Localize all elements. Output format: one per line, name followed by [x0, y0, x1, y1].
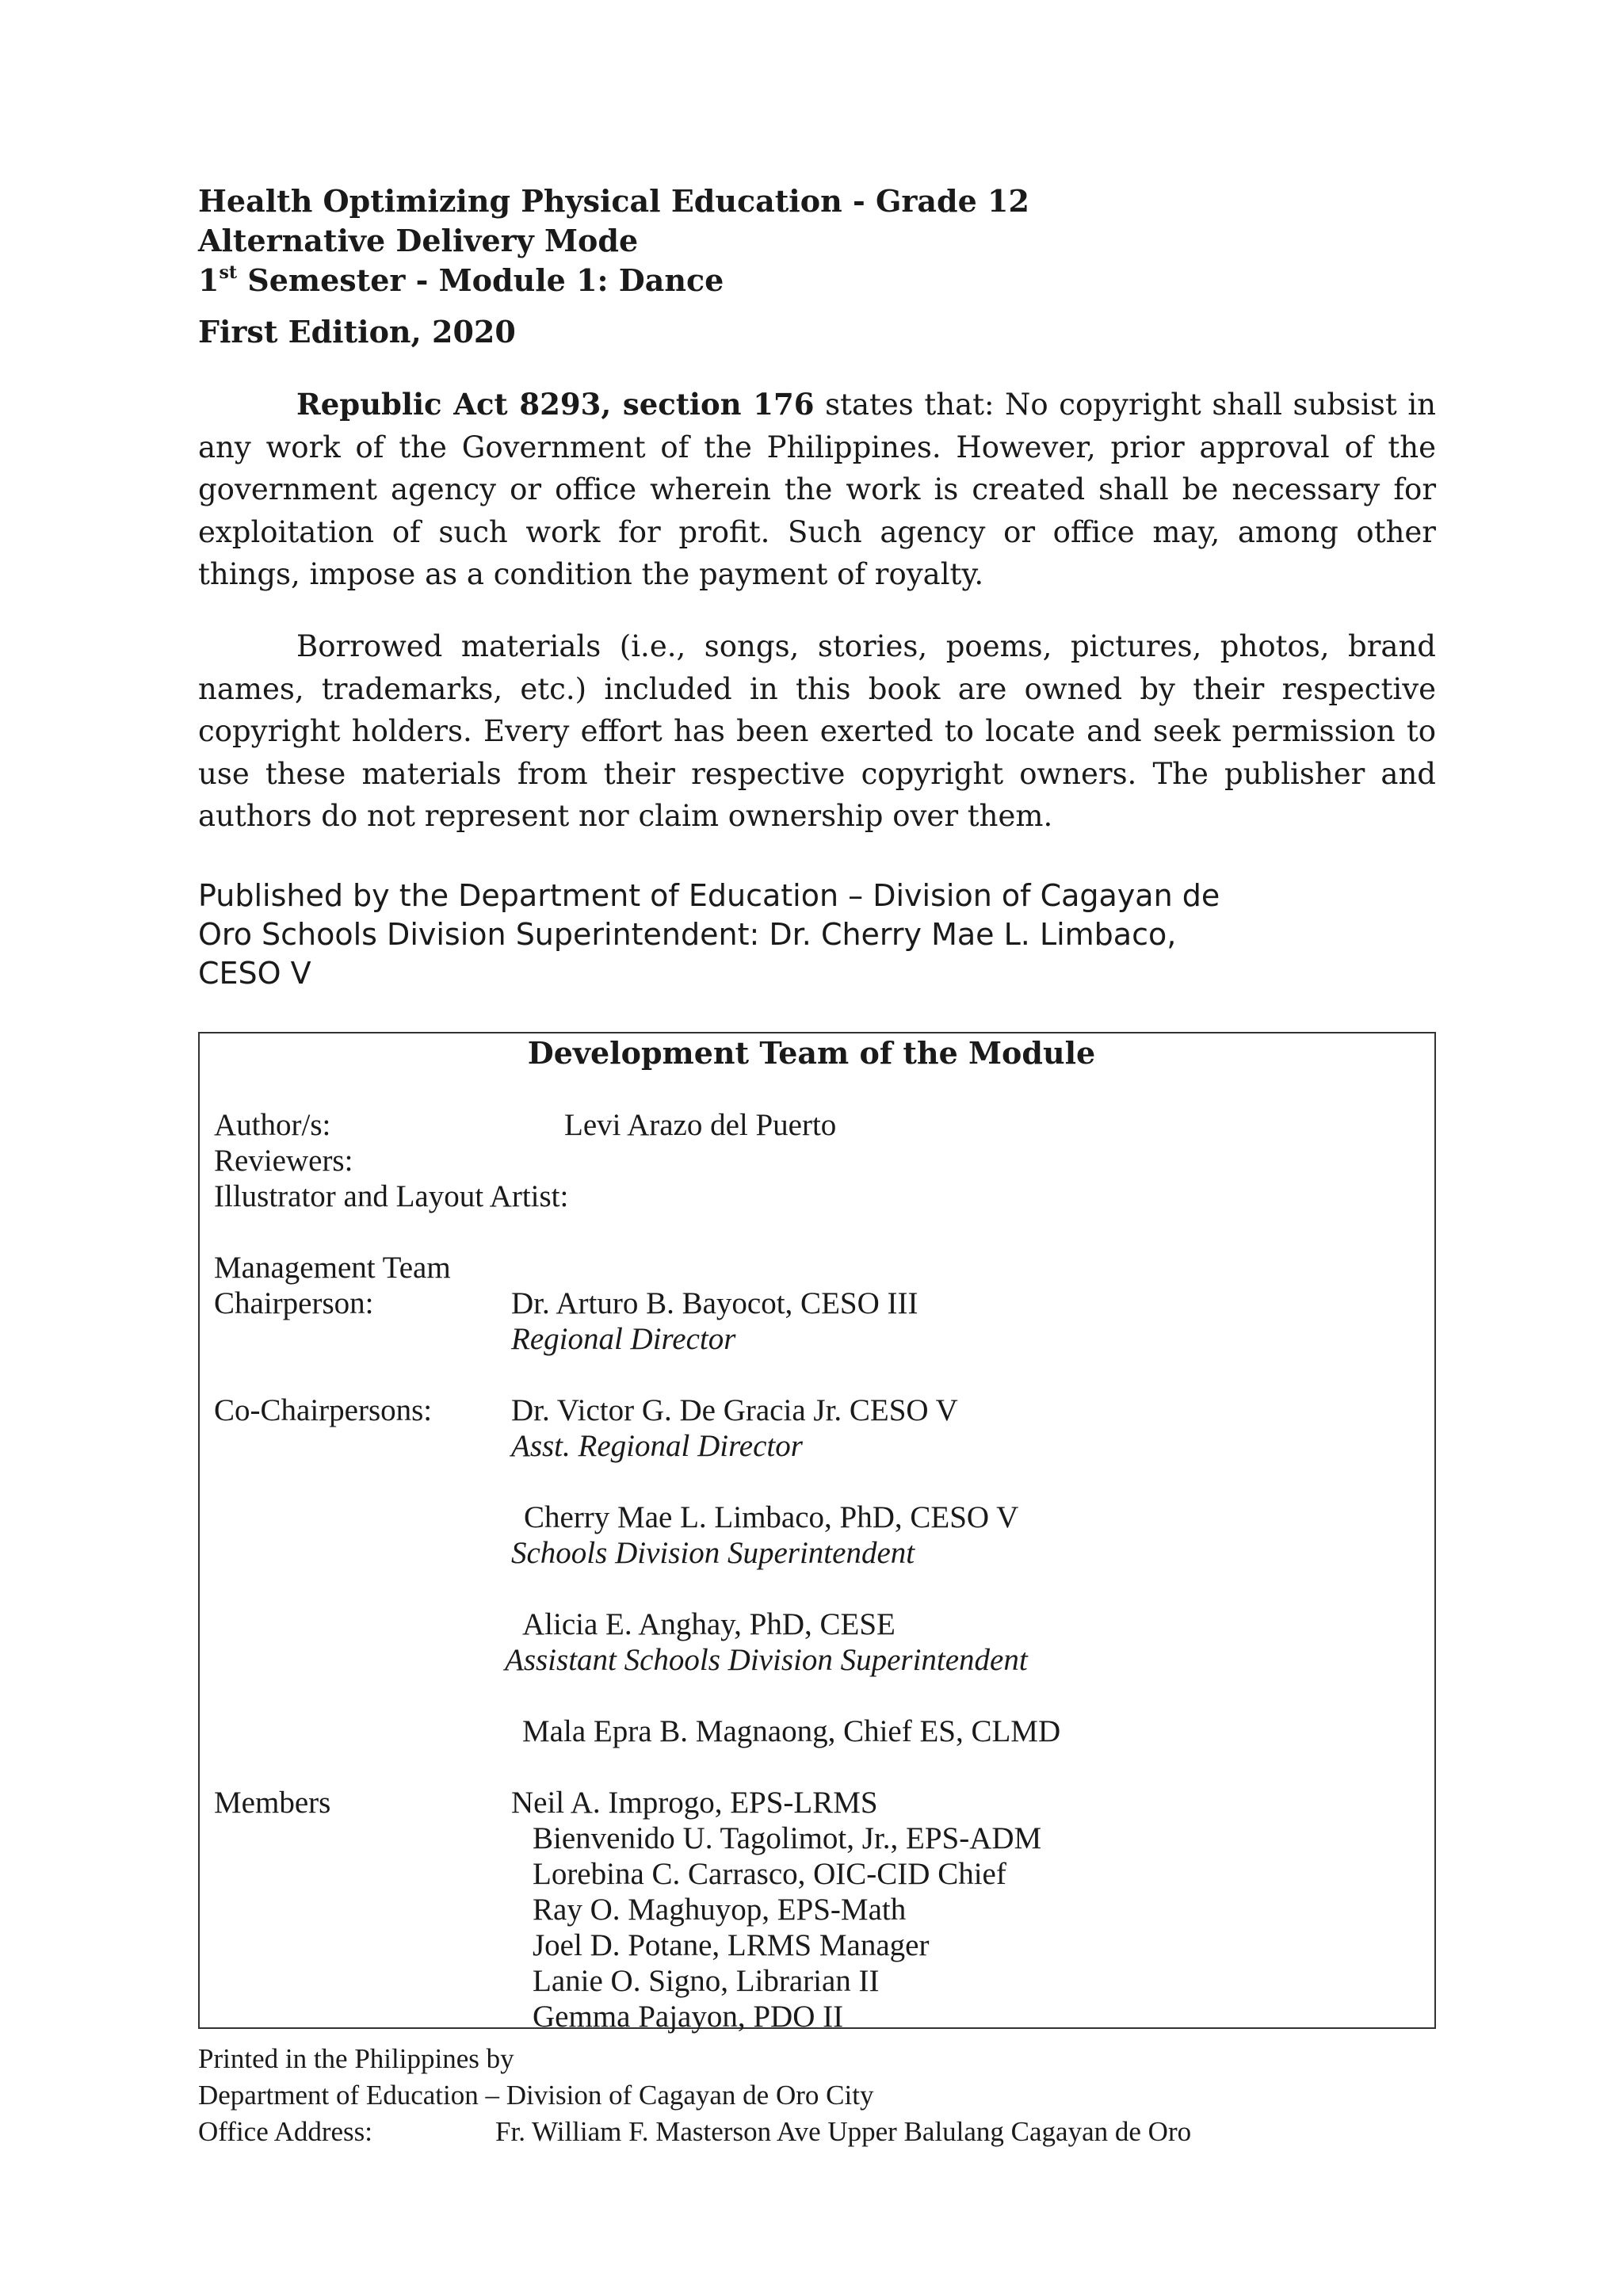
- office-address-label: Office Address:: [198, 2116, 372, 2147]
- chairperson-name: Dr. Arturo B. Bayocot, CESO III: [511, 1286, 918, 1320]
- published-by-line2: Oro Schools Division Superintendent: Dr. Cherry Mae L. Limbaco,: [198, 917, 1177, 952]
- copyright-notice: [198, 384, 1436, 596]
- chairperson-title: Regional Director: [511, 1322, 736, 1356]
- co-chair-name: Mala Epra B. Magnaong, Chief ES, CLMD: [522, 1714, 1061, 1748]
- printing-department: Department of Education – Division of Cagayan de Oro City: [198, 2080, 874, 2111]
- co-chair-title: Schools Division Superintendent: [511, 1536, 915, 1570]
- published-by-line1: Published by the Department of Education – Division of Cagayan de: [198, 878, 1220, 913]
- member-name: Bienvenido U. Tagolimot, Jr., EPS-ADM: [533, 1821, 1042, 1855]
- borrowed-materials-notice: Borrowed materials (i.e., songs, stories, poems, pictures, photos, brand names, trademarks, etc.) included in this book are owned by their respective copyright holders. Every effort has been exerted to locate and seek permission to use these materials from their respective copyright owners. The publisher and authors do not represent nor claim ownership over them.: [198, 629, 1436, 833]
- republic-act-reference: Republic Act 8293, section 176: [296, 387, 815, 422]
- member-name: Lorebina C. Carrasco, OIC-CID Chief: [533, 1857, 1006, 1891]
- illustrator-label: Illustrator and Layout Artist:: [214, 1179, 569, 1213]
- module-title: Health Optimizing Physical Education - Grade 12: [198, 183, 1029, 219]
- chairperson-label: Chairperson:: [214, 1286, 374, 1320]
- author-name: Levi Arazo del Puerto: [564, 1108, 837, 1142]
- module-name: Semester - Module 1: Dance: [237, 262, 724, 298]
- semester-number: 1: [198, 262, 220, 298]
- co-chair-name: Cherry Mae L. Limbaco, PhD, CESO V: [524, 1500, 1019, 1534]
- member-name: Gemma Pajayon, PDO II: [533, 2000, 844, 2034]
- co-chair-name: Alicia E. Anghay, PhD, CESE: [522, 1607, 896, 1641]
- member-name: Ray O. Maghuyop, EPS-Math: [533, 1893, 907, 1927]
- management-team-label: Management Team: [214, 1251, 451, 1285]
- co-chair-title: Assistant Schools Division Superintendent: [505, 1643, 1028, 1677]
- co-chairpersons-label: Co-Chairpersons:: [214, 1393, 433, 1427]
- member-name: Neil A. Improgo, EPS-LRMS: [511, 1786, 878, 1820]
- semester-ordinal: st: [219, 262, 238, 283]
- semester-module: [198, 261, 724, 300]
- copyright-text: states that: No copyright shall subsist in any work of the Government of the Philippines. However, prior approval of the government agency or office wherein the work is created shall be necessary for exploitation of such work for profit. Such agency or office may, among other things, impose as a condition the payment of royalty.: [198, 388, 1436, 591]
- member-name: Lanie O. Signo, Librarian II: [533, 1964, 880, 1998]
- reviewers-label: Reviewers:: [214, 1144, 353, 1178]
- office-address: Fr. William F. Masterson Ave Upper Balulang Cagayan de Oro: [495, 2116, 1192, 2147]
- edition: First Edition, 2020: [198, 314, 516, 350]
- co-chair-name: Dr. Victor G. De Gracia Jr. CESO V: [511, 1393, 958, 1427]
- members-label: Members: [214, 1786, 331, 1820]
- member-name: Joel D. Potane, LRMS Manager: [533, 1928, 930, 1962]
- printed-in: Printed in the Philippines by: [198, 2043, 514, 2074]
- delivery-mode: Alternative Delivery Mode: [198, 223, 639, 258]
- development-team-title: Development Team of the Module: [527, 1035, 1096, 1071]
- author-label: Author/s:: [214, 1108, 331, 1142]
- published-by-line3: CESO V: [198, 956, 311, 991]
- co-chair-title: Asst. Regional Director: [511, 1429, 803, 1463]
